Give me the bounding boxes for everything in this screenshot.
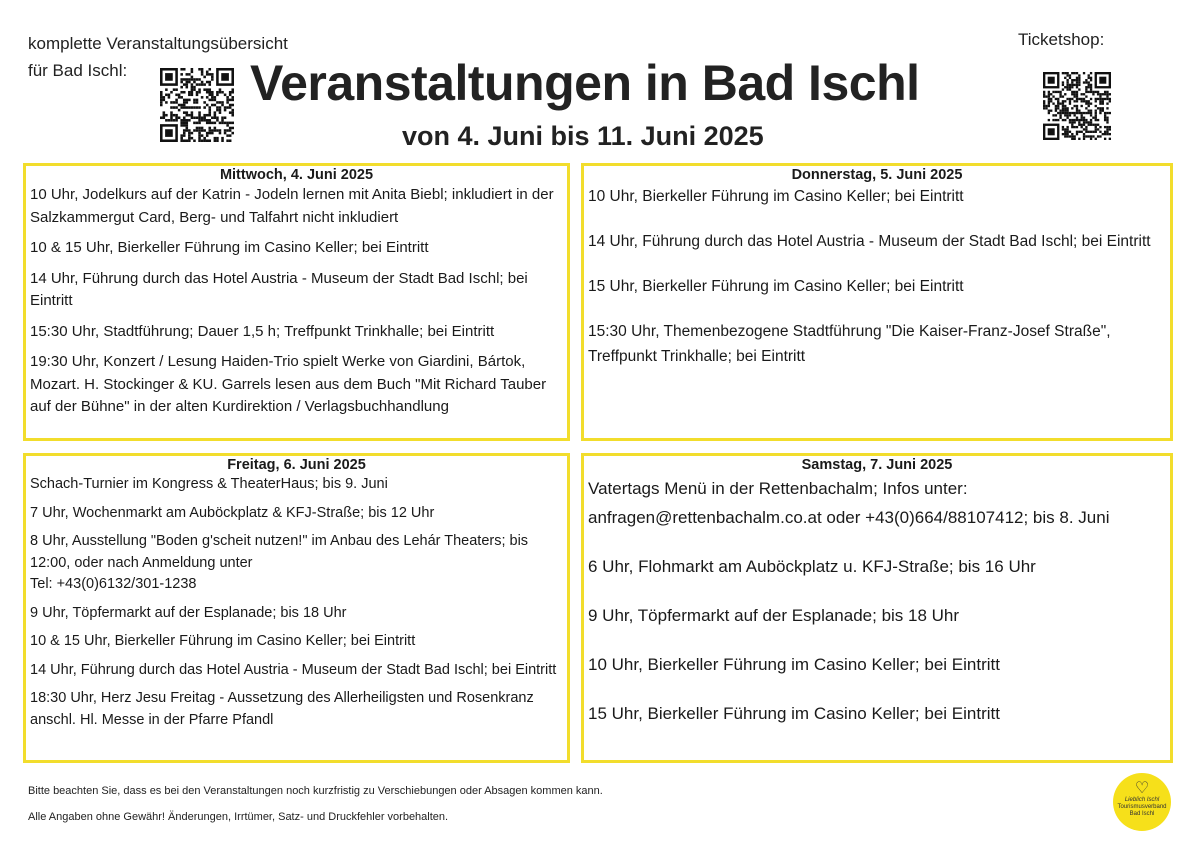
- heart-icon: ♡: [1134, 780, 1150, 797]
- event-item: Vatertags Menü in der Rettenbachalm; Infos unter: anfragen@rettenbachalm.co.at oder +43(0)664/88107412; bis 8. Juni: [588, 479, 1110, 527]
- event-item: 6 Uhr, Flohmarkt am Auböckplatz u. KFJ-Straße; bis 16 Uhr: [588, 557, 1036, 576]
- logo-line-2: Bad Ischl: [1129, 811, 1155, 817]
- ticketshop-label: Ticketshop:: [1018, 30, 1105, 49]
- event-item: 15 Uhr, Bierkeller Führung im Casino Keller; bei Eintritt: [588, 278, 964, 295]
- day-heading: Samstag, 7. Juni 2025: [801, 457, 953, 473]
- tourism-logo: [1113, 773, 1171, 831]
- intro-line-2: für Bad Ischl:: [28, 61, 128, 80]
- event-item: 15 Uhr, Bierkeller Führung im Casino Keller; bei Eintritt: [588, 704, 1000, 723]
- event-item: 10 Uhr, Bierkeller Führung im Casino Keller; bei Eintritt: [588, 655, 1000, 674]
- event-list: [584, 474, 1170, 728]
- event-item: 9 Uhr, Töpfermarkt auf der Esplanade; bis 18 Uhr: [30, 604, 347, 621]
- event-item: 18:30 Uhr, Herz Jesu Freitag - Aussetzung des Allerheiligsten und Rosenkranz anschl. Hl. Messe in der Pfarre Pfandl: [30, 690, 534, 728]
- qr-code-overview[interactable]: [160, 68, 234, 142]
- event-item: 7 Uhr, Wochenmarkt am Auböckplatz & KFJ-Straße; bis 12 Uhr: [30, 504, 435, 521]
- day-heading: Mittwoch, 4. Juni 2025: [219, 167, 374, 183]
- event-item: Schach-Turnier im Kongress & TheaterHaus; bis 9. Juni: [30, 476, 388, 492]
- page-title: Veranstaltungen in Bad Ischl: [250, 55, 920, 111]
- day-heading: Donnerstag, 5. Juni 2025: [791, 167, 963, 183]
- day-box-wednesday: [23, 163, 570, 441]
- event-item: 10 & 15 Uhr, Bierkeller Führung im Casino Keller; bei Eintritt: [30, 633, 416, 649]
- event-item: 14 Uhr, Führung durch das Hotel Austria - Museum der Stadt Bad Ischl; bei Eintritt: [30, 661, 557, 678]
- logo-line-1: Tourismusverband: [1117, 804, 1167, 810]
- day-box-saturday: [581, 453, 1173, 763]
- page-subtitle: von 4. Juni bis 11. Juni 2025: [402, 121, 764, 151]
- event-item: 14 Uhr, Führung durch das Hotel Austria - Museum der Stadt Bad Ischl; bei Eintritt: [588, 233, 1151, 250]
- intro-text: [28, 30, 288, 84]
- event-item: 10 & 15 Uhr, Bierkeller Führung im Casino Keller; bei Eintritt: [30, 239, 429, 256]
- event-item: 14 Uhr, Führung durch das Hotel Austria - Museum der Stadt Bad Ischl; bei Eintritt: [30, 269, 528, 309]
- footer-note-disclaimer: Alle Angaben ohne Gewähr! Änderungen, Irrtümer, Satz- und Druckfehler vorbehalten.: [28, 811, 449, 823]
- intro-line-1: komplette Veranstaltungsübersicht: [28, 34, 288, 53]
- event-item: 10 Uhr, Jodelkurs auf der Katrin - Jodeln lernen mit Anita Biebl; inkludiert in der Salzkammergut Card, Berg- und Talfahrt nicht inkludiert: [30, 186, 554, 226]
- event-item: 8 Uhr, Ausstellung "Boden g'scheit nutzen!" im Anbau des Lehár Theaters; bis 12:00, oder nach Anmeldung unter Tel: +43(0)6132/301-1238: [30, 533, 529, 592]
- qr-code-ticketshop[interactable]: [1043, 72, 1111, 140]
- logo-script: Lieblich Ischl: [1124, 797, 1160, 803]
- day-heading: Freitag, 6. Juni 2025: [227, 457, 366, 473]
- event-item: 15:30 Uhr, Stadtführung; Dauer 1,5 h; Treffpunkt Trinkhalle; bei Eintritt: [30, 322, 495, 340]
- event-item: 15:30 Uhr, Themenbezogene Stadtführung "Die Kaiser-Franz-Josef Straße", Treffpunkt Trinkhalle; bei Eintritt: [588, 323, 1111, 365]
- event-list: [584, 184, 1170, 369]
- event-item: 9 Uhr, Töpfermarkt auf der Esplanade; bis 18 Uhr: [588, 606, 960, 625]
- day-box-thursday: [581, 163, 1173, 441]
- footer-note-postponements: Bitte beachten Sie, dass es bei den Veranstaltungen noch kurzfristig zu Verschiebungen oder Absagen kommen kann.: [28, 785, 603, 797]
- event-list: [26, 184, 567, 419]
- event-list: [26, 474, 567, 731]
- event-item: 19:30 Uhr, Konzert / Lesung Haiden-Trio spielt Werke von Giardini, Bártok, Mozart. H. Stockinger & KU. Garrels lesen aus dem Buch "Mit Richard Tauber auf der Bühne" in der alten Kurdirektion / Verlagsbuchhandlung: [30, 353, 547, 415]
- event-item: 10 Uhr, Bierkeller Führung im Casino Keller; bei Eintritt: [588, 188, 964, 205]
- day-box-friday: [23, 453, 570, 763]
